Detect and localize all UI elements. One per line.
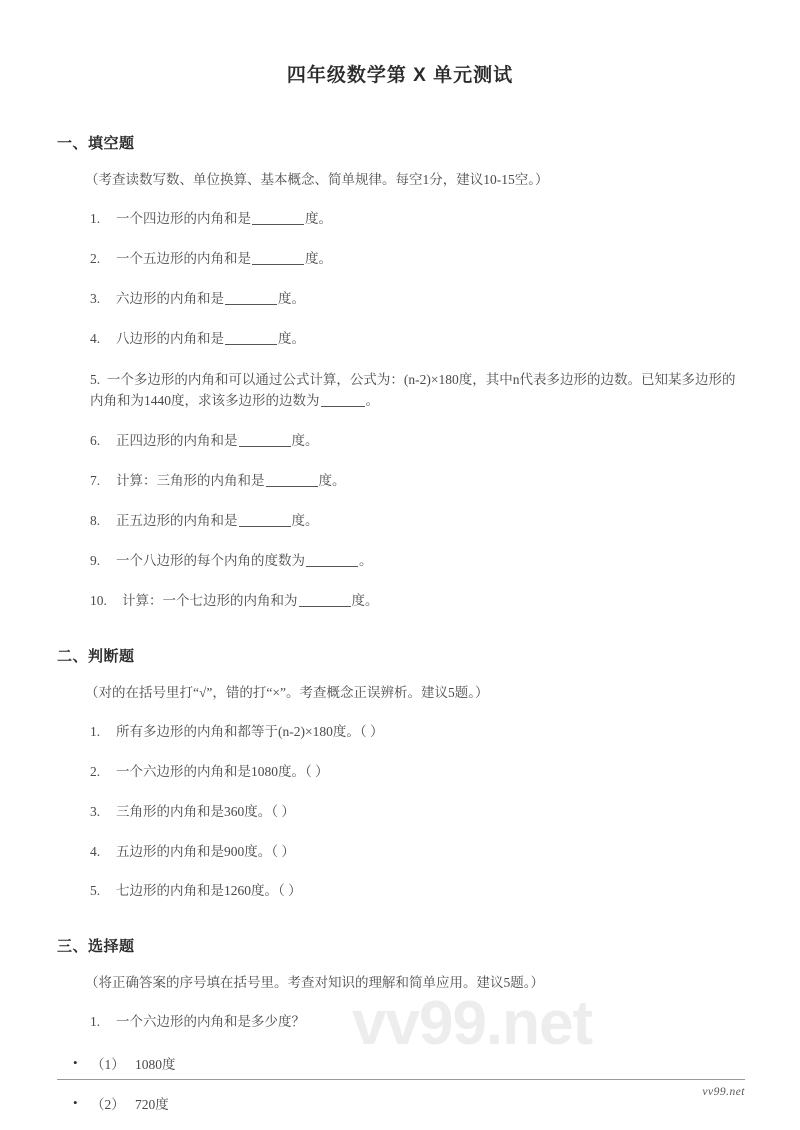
question-text: 所有多边形的内角和都等于(n-2)×180度。（ ） [116, 723, 384, 739]
question-text-pre: 六边形的内角和是 [116, 290, 224, 306]
question-number: 10. [90, 592, 107, 608]
question-text [116, 511, 745, 532]
question-number: 2. [90, 763, 101, 779]
question-number: 4. [90, 330, 101, 346]
question-text-post: 度。 [305, 210, 332, 226]
section-heading-multiple-choice: 三、选择题 [57, 938, 135, 956]
question-number: 5. [90, 883, 101, 899]
question-text [116, 329, 745, 350]
question-text-post: 度。 [351, 592, 379, 608]
bullet-icon: • [73, 1095, 78, 1111]
question-number: 1. [90, 723, 101, 739]
option-text: 1080度 [135, 1057, 176, 1073]
question-text-post: 度。 [291, 513, 319, 529]
question-text-pre: 八边形的内角和是 [116, 330, 224, 346]
option-item[interactable] [55, 1053, 745, 1073]
question-number: 8. [90, 513, 101, 529]
question-item [55, 329, 745, 350]
question-item [55, 802, 745, 823]
section-description-fill-in-blanks: （考查读数写数、单位换算、基本概念、简单规律。每空1分，建议10-15空。） [85, 172, 549, 187]
question-item [55, 1012, 745, 1033]
question-text [116, 471, 745, 492]
question-number: 5. [90, 371, 101, 387]
question-number: 6. [90, 433, 101, 449]
question-text: 一个六边形的内角和是1080度。（ ） [116, 763, 329, 779]
question-text: 一个六边形的内角和是多少度？ [116, 1014, 305, 1030]
question-number: 1. [90, 210, 101, 226]
page-footer [57, 1079, 745, 1098]
question-text [116, 431, 745, 452]
question-item [55, 591, 745, 612]
question-text [116, 249, 745, 270]
question-text-pre: 计算：三角形的内角和是 [116, 473, 265, 489]
question-text-post: 度。 [318, 473, 346, 489]
page-title: 四年级数学第 X 单元测试 [286, 65, 514, 86]
question-text-pre: 一个五边形的内角和是 [116, 250, 251, 266]
answer-blank[interactable] [239, 513, 291, 527]
question-text [55, 369, 745, 413]
question-text [116, 209, 745, 230]
option-label: （2） [91, 1097, 125, 1113]
question-item [55, 722, 745, 743]
question-text-pre: 计算：一个七边形的内角和为 [122, 592, 298, 608]
question-text-pre: 一个多边形的内角和可以通过公式计算，公式为：(n-2)×180度，其中n代表多边形的边数。已知某多边形的内角和为1440度，求该多边形的边数为 [90, 371, 736, 409]
question-number: 2. [90, 250, 101, 266]
question-text [116, 289, 745, 310]
question-item [55, 511, 745, 532]
question-list-true-false [55, 722, 745, 903]
question-number: 4. [90, 843, 101, 859]
question-text-pre: 正四边形的内角和是 [116, 433, 238, 449]
question-text-pre: 一个八边形的每个内角的度数为 [116, 553, 305, 569]
answer-blank[interactable] [252, 251, 304, 265]
section-description-multiple-choice: （将正确答案的序号填在括号里。考查对知识的理解和简单应用。建议5题。） [85, 975, 544, 991]
answer-blank[interactable] [225, 331, 277, 345]
question-text-post: 度。 [278, 330, 305, 346]
option-label: （1） [91, 1057, 125, 1073]
question-text-post: 度。 [305, 250, 332, 266]
question-list-multiple-choice [55, 1012, 745, 1033]
question-item [55, 881, 745, 902]
answer-blank[interactable] [321, 394, 365, 408]
question-number: 3. [90, 803, 101, 819]
question-text-pre: 一个四边形的内角和是 [116, 210, 251, 226]
question-text-post: 。 [365, 393, 379, 409]
question-text-post: 度。 [278, 290, 305, 306]
question-text-post: 。 [359, 553, 373, 569]
answer-blank[interactable] [239, 433, 291, 447]
bullet-icon: • [73, 1055, 78, 1071]
question-text-pre: 正五边形的内角和是 [116, 513, 238, 529]
section-heading-fill-in-blanks: 一、填空题 [57, 135, 135, 152]
question-text [116, 551, 745, 572]
question-item [55, 842, 745, 863]
question-text: 五边形的内角和是900度。（ ） [116, 843, 295, 859]
answer-blank[interactable] [252, 211, 304, 225]
question-item [55, 369, 745, 413]
option-text: 720度 [135, 1097, 169, 1113]
question-number: 9. [90, 553, 101, 569]
answer-blank[interactable] [225, 291, 277, 305]
section-description-true-false: （对的在括号里打“√”，错的打“×”。考查概念正误辨析。建议5题。） [85, 684, 489, 700]
answer-blank[interactable] [299, 593, 351, 607]
question-text-post: 度。 [291, 433, 319, 449]
question-list-fill-in-blanks [55, 209, 745, 612]
question-item [55, 289, 745, 310]
question-item [55, 471, 745, 492]
question-item [55, 431, 745, 452]
question-number: 7. [90, 473, 101, 489]
question-item [55, 762, 745, 783]
footer-source-label: vv99.net [702, 1086, 745, 1098]
question-text [122, 591, 745, 612]
watermark: vv99.net [352, 989, 593, 1058]
question-number: 3. [90, 290, 101, 306]
answer-blank[interactable] [306, 553, 358, 567]
question-number: 1. [90, 1014, 101, 1030]
answer-blank[interactable] [266, 473, 318, 487]
question-item [55, 209, 745, 230]
question-text: 七边形的内角和是1260度。（ ） [116, 883, 302, 899]
question-text: 三角形的内角和是360度。（ ） [116, 803, 295, 819]
section-heading-true-false: 二、判断题 [57, 647, 135, 665]
question-item [55, 249, 745, 270]
question-item [55, 551, 745, 572]
